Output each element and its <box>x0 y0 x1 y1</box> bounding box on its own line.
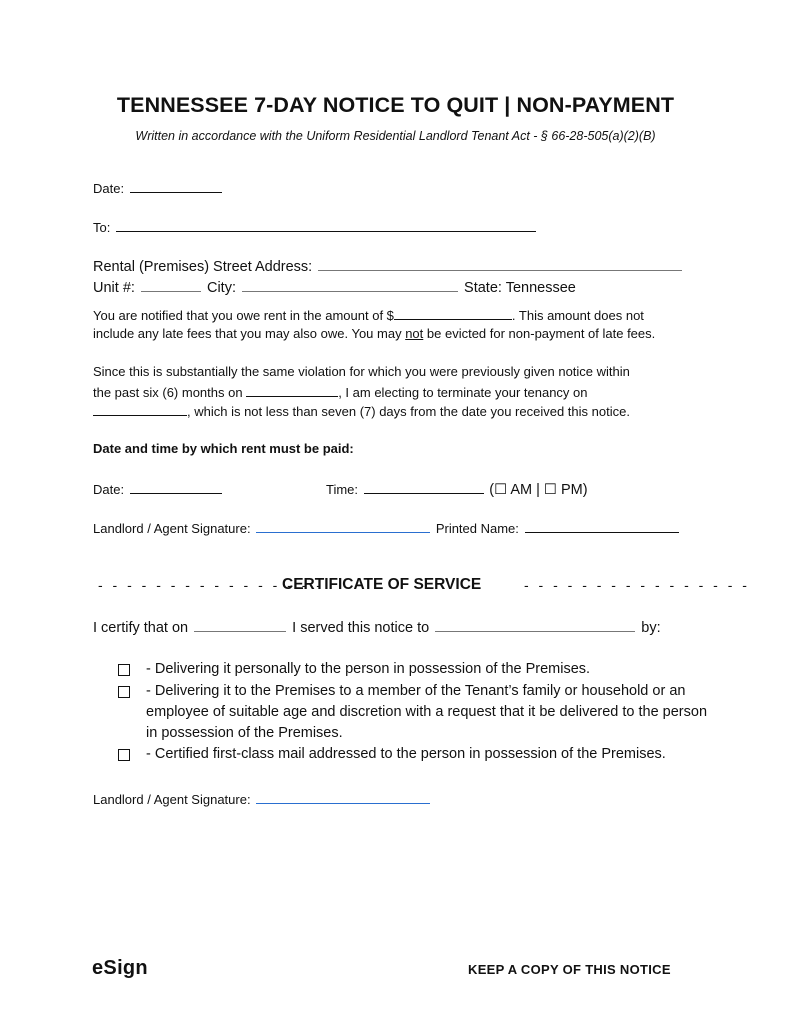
checkbox-household[interactable] <box>118 686 130 698</box>
payment-heading: Date and time by which rent must be paid: <box>93 441 354 456</box>
signature-row-1 <box>93 520 681 536</box>
document-title: TENNESSEE 7-DAY NOTICE TO QUIT | NON-PAYMENT <box>116 93 675 117</box>
violation-text-2a: the past six (6) months on <box>93 385 243 400</box>
certificate-title: CERTIFICATE OF SERVICE <box>282 576 482 593</box>
unit-city-state-row <box>93 279 576 296</box>
payment-time-row <box>326 481 588 498</box>
date-field[interactable] <box>130 180 222 193</box>
payment-time-label: Time: <box>326 482 359 497</box>
served-to-field[interactable] <box>435 619 635 632</box>
service-option-text: - Delivering it personally to the person in possession of the Premises. <box>146 661 591 677</box>
unit-field[interactable] <box>141 279 201 292</box>
rent-text-3: include any late fees that you may also owe. You may <box>93 326 406 341</box>
date-row <box>93 180 224 196</box>
state-label: State: Tennessee <box>464 280 576 296</box>
document-subtitle: Written in accordance with the Uniform Residential Landlord Tenant Act - § 66-28-505(a)(2)(B) <box>135 129 656 143</box>
city-label: City: <box>206 280 236 296</box>
rent-line-2 <box>93 326 655 341</box>
certify-text-c: by: <box>641 620 661 636</box>
violation-text-3: , which is not less than seven (7) days from the date you received this notice. <box>187 404 630 419</box>
city-field[interactable] <box>242 279 458 292</box>
date-label: Date: <box>93 181 125 196</box>
checkbox-personal[interactable] <box>118 664 130 676</box>
footer-note: KEEP A COPY OF THIS NOTICE <box>468 962 671 977</box>
violation-text-2b: , I am electing to terminate your tenancy on <box>338 385 588 400</box>
esign-logo: eSign <box>92 957 148 979</box>
am-pm-options[interactable]: (☐ AM | ☐ PM) <box>489 482 588 498</box>
violation-line-1: Since this is substantially the same violation for which you were previously given notice within <box>93 364 630 379</box>
violation-line-2 <box>93 384 588 400</box>
prior-notice-date-field[interactable] <box>246 384 338 397</box>
to-field[interactable] <box>116 219 536 232</box>
checkbox-mail[interactable] <box>118 749 130 761</box>
payment-date-row <box>93 481 224 497</box>
to-label: To: <box>93 220 111 235</box>
payment-date-field[interactable] <box>130 481 222 494</box>
signature-label-2: Landlord / Agent Signature: <box>93 792 251 807</box>
signature-row-2 <box>93 791 432 807</box>
address-field[interactable] <box>318 258 682 271</box>
rent-text-1: You are notified that you owe rent in the amount of $ <box>93 308 394 323</box>
signature-field-1[interactable] <box>256 520 430 533</box>
certify-text-a: I certify that on <box>93 620 189 636</box>
payment-time-field[interactable] <box>364 481 484 494</box>
service-option-household <box>118 681 708 744</box>
to-row <box>93 219 538 235</box>
service-option-text: - Certified first-class mail addressed to the person in possession of the Premises. <box>146 746 666 762</box>
service-option-personal <box>118 659 708 680</box>
rent-amount-field[interactable] <box>394 307 512 320</box>
printed-name-label: Printed Name: <box>435 521 519 536</box>
certify-text-b: I served this notice to <box>292 620 430 636</box>
address-label: Rental (Premises) Street Address: <box>93 259 313 275</box>
certificate-dashes-right: - - - - - - - - - - - - - - - - <box>524 577 750 593</box>
address-row <box>93 258 684 275</box>
service-option-mail <box>118 744 708 765</box>
service-options-list <box>118 659 708 765</box>
certify-row <box>93 619 661 636</box>
unit-label: Unit #: <box>93 280 135 296</box>
signature-field-2[interactable] <box>256 791 430 804</box>
service-date-field[interactable] <box>194 619 286 632</box>
rent-line-1 <box>93 307 644 323</box>
rent-text-4: be evicted for non-payment of late fees. <box>423 326 656 341</box>
printed-name-field[interactable] <box>525 520 679 533</box>
signature-label-1: Landlord / Agent Signature: <box>93 521 251 536</box>
certificate-dashes-left: - - - - - - - - - - - - - - - - <box>98 577 324 593</box>
payment-date-label: Date: <box>93 482 125 497</box>
rent-text-2: . This amount does not <box>511 308 644 323</box>
termination-date-field[interactable] <box>93 403 187 416</box>
service-option-text: - Delivering it to the Premises to a member of the Tenant’s family or household or an employee of suitable age and discretion with a request that it be delivered to the person in possession of the Premises. <box>146 683 708 741</box>
violation-line-3 <box>93 403 630 419</box>
rent-not-emphasis: not <box>405 326 424 341</box>
